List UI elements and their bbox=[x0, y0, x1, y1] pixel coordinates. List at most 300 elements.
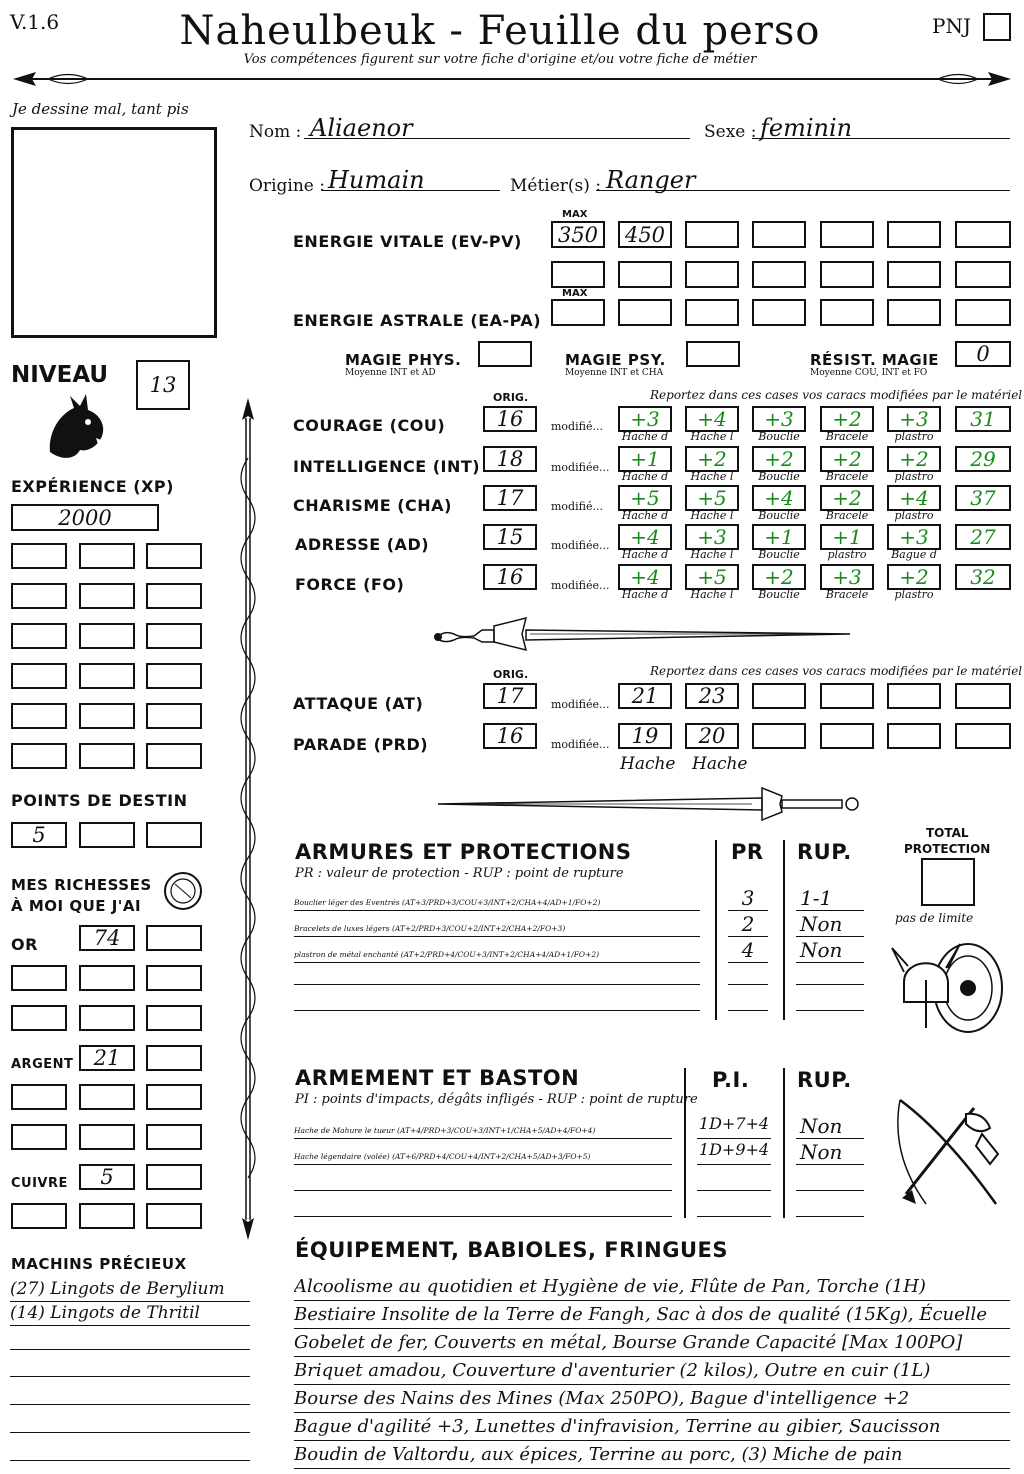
parade-box[interactable] bbox=[955, 723, 1011, 749]
equipement-line[interactable]: Gobelet de fer, Couverts en métal, Bourse Grande Capacité [Max 100PO] bbox=[294, 1330, 1010, 1357]
argent-box[interactable] bbox=[146, 1045, 202, 1071]
xp-box[interactable] bbox=[11, 743, 67, 769]
carac-mod-value: +2 bbox=[764, 565, 794, 589]
spear-icon bbox=[230, 398, 266, 1258]
armure-rup[interactable] bbox=[796, 970, 864, 985]
ea-label: ENERGIE ASTRALE (EA-PA) bbox=[293, 311, 542, 330]
ev-box[interactable] bbox=[752, 261, 806, 288]
armure-rup[interactable]: Non bbox=[796, 938, 864, 963]
ev-current-box[interactable] bbox=[618, 221, 672, 248]
carac-item-note: Bracele bbox=[825, 430, 869, 443]
carac-mod-box[interactable] bbox=[618, 564, 672, 590]
destin-box[interactable] bbox=[146, 822, 202, 848]
resist-magie-sub: Moyenne COU, INT et FO bbox=[810, 368, 928, 378]
carac-mod-value: +3 bbox=[832, 565, 862, 589]
carac-mod-value: +2 bbox=[832, 407, 862, 431]
machins-line[interactable] bbox=[10, 1352, 250, 1377]
armement-pi-label: P.I. bbox=[712, 1068, 750, 1092]
nom-label: Nom : bbox=[249, 122, 302, 142]
arme-name: Hache légendaire (volée) (AT+6/PRD+4/COU+4/INT+2/CHA+5/AD+3/FO+5) bbox=[294, 1152, 591, 1161]
cuivre-value: 5 bbox=[100, 1165, 114, 1189]
weapon-note: Hache bbox=[692, 754, 748, 774]
armure-line[interactable] bbox=[294, 996, 700, 1011]
carac-mod-box[interactable] bbox=[820, 485, 874, 511]
carac-mod-box[interactable] bbox=[887, 406, 941, 432]
carac-mod-box[interactable] bbox=[887, 564, 941, 590]
carac-mod-box[interactable] bbox=[618, 524, 672, 550]
carac-modif-label: modifiée... bbox=[551, 579, 610, 592]
or-box[interactable] bbox=[11, 1005, 67, 1031]
xp-box[interactable] bbox=[79, 583, 135, 609]
equipement-line[interactable]: Briquet amadou, Couverture d'aventurier (2 kilos), Outre en cuir (1L) bbox=[294, 1358, 1010, 1385]
armement-subtitle: PI : points d'impacts, dégâts infligés - RUP : point de rupture bbox=[295, 1092, 698, 1107]
argent-value: 21 bbox=[93, 1046, 121, 1070]
carac-mod-value: +3 bbox=[764, 407, 794, 431]
xp-box[interactable] bbox=[146, 623, 202, 649]
carac-mod-value: +4 bbox=[630, 525, 660, 549]
attaque-box[interactable] bbox=[752, 683, 806, 709]
parade-box[interactable] bbox=[887, 723, 941, 749]
attaque-box[interactable] bbox=[820, 683, 874, 709]
argent-label: ARGENT bbox=[11, 1057, 74, 1072]
carac-total-value: 27 bbox=[970, 525, 996, 549]
xp-box[interactable] bbox=[146, 743, 202, 769]
machins-line[interactable] bbox=[10, 1301, 250, 1326]
carac-mod-value: +5 bbox=[697, 565, 727, 589]
armement-rup-label: RUP. bbox=[797, 1068, 852, 1092]
armure-line[interactable] bbox=[294, 970, 700, 985]
carac-item-note: Hache d bbox=[621, 509, 669, 522]
arme-pi[interactable] bbox=[697, 1176, 771, 1191]
or-box[interactable] bbox=[11, 965, 67, 991]
armement-col-sep bbox=[684, 1068, 686, 1218]
carac-orig-box[interactable] bbox=[483, 564, 537, 590]
xp-box[interactable] bbox=[79, 663, 135, 689]
destin-value: 5 bbox=[32, 823, 46, 847]
carac-mod-box[interactable] bbox=[887, 446, 941, 472]
carac-total-box[interactable] bbox=[955, 406, 1011, 432]
armure-pr[interactable]: 4 bbox=[728, 938, 768, 963]
carac-total-box[interactable] bbox=[955, 446, 1011, 472]
carac-item-note: Hache d bbox=[621, 470, 669, 483]
carac-total-box[interactable] bbox=[955, 564, 1011, 590]
carac-item-note: plastro bbox=[894, 588, 934, 601]
carac-mod-box[interactable] bbox=[752, 446, 806, 472]
ea-max-label: MAX bbox=[562, 288, 588, 299]
carac-mod-value: +3 bbox=[899, 407, 929, 431]
parade-orig-box[interactable] bbox=[483, 723, 537, 749]
armure-name: Bracelets de luxes légers (AT+2/PRD+3/COU+2/INT+2/CHA+2/FO+3) bbox=[294, 924, 566, 933]
origine-value: Humain bbox=[328, 166, 425, 194]
armure-line[interactable] bbox=[294, 896, 700, 911]
carac-mod-value: +2 bbox=[899, 447, 929, 471]
magie-phys-value bbox=[480, 343, 530, 365]
carac-mod-box[interactable] bbox=[820, 446, 874, 472]
parade-box[interactable] bbox=[752, 723, 806, 749]
armures-col-sep bbox=[783, 840, 785, 1020]
armure-line[interactable] bbox=[294, 948, 700, 963]
or-label: OR bbox=[11, 935, 38, 954]
carac-mod-box[interactable] bbox=[618, 406, 672, 432]
arme-line[interactable] bbox=[294, 1202, 672, 1217]
experience-box[interactable] bbox=[11, 504, 159, 531]
total-protection-label: TOTAL bbox=[926, 826, 969, 840]
carac-mod-value: +3 bbox=[899, 525, 929, 549]
ev-box[interactable] bbox=[887, 261, 941, 288]
carac-total-value: 31 bbox=[970, 407, 996, 431]
attaque-orig-box[interactable] bbox=[483, 683, 537, 709]
magie-psy-box[interactable] bbox=[686, 341, 740, 367]
carac-mod-box[interactable] bbox=[887, 485, 941, 511]
attaque-modif-label: modifiée... bbox=[551, 698, 610, 711]
carac-item-note: Hache l bbox=[690, 588, 734, 601]
carac-mod-box[interactable] bbox=[685, 564, 739, 590]
armures-col-sep bbox=[715, 840, 717, 1020]
carac-mod-box[interactable] bbox=[685, 446, 739, 472]
carac-mod-value: +5 bbox=[697, 486, 727, 510]
attaque-label: ATTAQUE (AT) bbox=[293, 694, 424, 713]
machins-line[interactable] bbox=[10, 1436, 250, 1461]
xp-box[interactable] bbox=[79, 623, 135, 649]
carac-mod-box[interactable] bbox=[618, 446, 672, 472]
ev-current-value: 450 bbox=[624, 222, 666, 247]
carac-mod-box[interactable] bbox=[820, 406, 874, 432]
carac-mod-box[interactable] bbox=[752, 564, 806, 590]
xp-box[interactable] bbox=[11, 583, 67, 609]
portrait-box[interactable] bbox=[11, 127, 217, 338]
equipement-line[interactable]: Alcoolisme au quotidien et Hygiène de vie, Flûte de Pan, Torche (1H) bbox=[294, 1274, 1010, 1301]
carac-item-note: Bracele bbox=[825, 588, 869, 601]
carac-mod-box[interactable] bbox=[820, 524, 874, 550]
carac-mod-value: +5 bbox=[630, 486, 660, 510]
or-box[interactable] bbox=[146, 925, 202, 951]
carac-label: COURAGE (COU) bbox=[293, 416, 446, 435]
destin-box[interactable] bbox=[11, 822, 67, 848]
xp-box[interactable] bbox=[11, 663, 67, 689]
xp-box[interactable] bbox=[146, 543, 202, 569]
armures-pr-label: PR bbox=[731, 840, 764, 864]
armement-col-sep bbox=[783, 1068, 785, 1218]
xp-box[interactable] bbox=[79, 743, 135, 769]
attaque-box[interactable] bbox=[887, 683, 941, 709]
carac-orig-box[interactable] bbox=[483, 446, 537, 472]
niveau-value: 13 bbox=[149, 373, 177, 397]
ea-box[interactable] bbox=[955, 299, 1011, 326]
xp-box[interactable] bbox=[146, 583, 202, 609]
ev-box[interactable] bbox=[820, 261, 874, 288]
carac-mod-box[interactable] bbox=[820, 564, 874, 590]
cuivre-box[interactable] bbox=[79, 1164, 135, 1190]
ea-box[interactable] bbox=[820, 299, 874, 326]
portrait-caption: Je dessine mal, tant pis bbox=[12, 100, 189, 118]
carac-mod-box[interactable] bbox=[752, 485, 806, 511]
niveau-box[interactable] bbox=[136, 360, 190, 410]
sword-icon bbox=[432, 782, 872, 826]
sexe-field[interactable] bbox=[752, 114, 1010, 142]
magie-psy-label: MAGIE PSY. bbox=[565, 351, 666, 369]
arrow-divider-icon bbox=[8, 66, 1016, 92]
argent-box[interactable] bbox=[79, 1045, 135, 1071]
carac-mod-box[interactable] bbox=[752, 406, 806, 432]
arme-pi[interactable]: 1D+7+4 bbox=[697, 1114, 771, 1139]
armure-pr[interactable]: 3 bbox=[728, 886, 768, 911]
carac-mod-box[interactable] bbox=[685, 406, 739, 432]
carac-total-value: 32 bbox=[970, 565, 996, 589]
carac-item-note: Bouclie bbox=[758, 430, 800, 443]
xp-box[interactable] bbox=[79, 703, 135, 729]
carac-mod-box[interactable] bbox=[685, 485, 739, 511]
attaque-box[interactable] bbox=[618, 683, 672, 709]
equipement-title: ÉQUIPEMENT, BABIOLES, FRINGUES bbox=[295, 1238, 728, 1262]
armure-rup[interactable] bbox=[796, 996, 864, 1011]
cuivre-box[interactable] bbox=[146, 1203, 202, 1229]
equipement-line[interactable]: Bestiaire Insolite de la Terre de Fangh, Sac à dos de qualité (15Kg), Écuelle bbox=[294, 1302, 1010, 1329]
ev-max-box[interactable] bbox=[551, 221, 605, 248]
destin-label: POINTS DE DESTIN bbox=[11, 791, 188, 810]
parade-label: PARADE (PRD) bbox=[293, 735, 429, 754]
ev-box[interactable] bbox=[685, 221, 739, 248]
arme-line[interactable] bbox=[294, 1124, 672, 1139]
ev-box[interactable] bbox=[752, 221, 806, 248]
nom-field[interactable] bbox=[304, 114, 690, 142]
machins-label: MACHINS PRÉCIEUX bbox=[11, 1255, 187, 1273]
carac-mod-value: +2 bbox=[832, 486, 862, 510]
resist-magie-value: 0 bbox=[976, 342, 990, 366]
armure-pr[interactable] bbox=[728, 996, 768, 1011]
magie-phys-box[interactable] bbox=[478, 341, 532, 367]
carac-mod-box[interactable] bbox=[752, 524, 806, 550]
parade-box[interactable] bbox=[685, 723, 739, 749]
cuivre-box[interactable] bbox=[146, 1164, 202, 1190]
resist-magie-label: RÉSIST. MAGIE bbox=[810, 351, 940, 369]
cuivre-label: CUIVRE bbox=[11, 1176, 68, 1191]
attaque-box[interactable] bbox=[685, 683, 739, 709]
carac-total-box[interactable] bbox=[955, 485, 1011, 511]
armement-title: ARMEMENT ET BASTON bbox=[295, 1066, 580, 1090]
xp-box[interactable] bbox=[11, 543, 67, 569]
nom-value: Aliaenor bbox=[310, 114, 413, 142]
carac-mod-value: +2 bbox=[899, 565, 929, 589]
carac-mod-box[interactable] bbox=[618, 485, 672, 511]
origine-label: Origine : bbox=[249, 176, 325, 196]
carac-item-note: plastro bbox=[894, 430, 934, 443]
carac-orig-value: 16 bbox=[496, 565, 524, 589]
carac-item-note: Bouclie bbox=[758, 509, 800, 522]
page-title: Naheulbeuk - Feuille du perso bbox=[179, 8, 821, 54]
carac-mod-value: +3 bbox=[630, 407, 660, 431]
carac-modif-label: modifiée... bbox=[551, 539, 610, 552]
carac-item-note: Hache d bbox=[621, 548, 669, 561]
ea-box[interactable] bbox=[618, 299, 672, 326]
total-protection-box[interactable] bbox=[921, 858, 975, 906]
magie-phys-sub: Moyenne INT et AD bbox=[345, 368, 436, 378]
resist-magie-box[interactable] bbox=[955, 341, 1011, 367]
xp-box[interactable] bbox=[79, 543, 135, 569]
parade-box[interactable] bbox=[618, 723, 672, 749]
ea-box[interactable] bbox=[551, 299, 605, 326]
carac-orig-value: 18 bbox=[496, 447, 524, 471]
helmet-shield-icon bbox=[890, 928, 1008, 1038]
argent-box[interactable] bbox=[146, 1084, 202, 1110]
machins-line[interactable] bbox=[10, 1277, 250, 1302]
carac-total-value: 29 bbox=[970, 447, 996, 471]
carac-item-note: Bracele bbox=[825, 470, 869, 483]
carac-orig-box[interactable] bbox=[483, 524, 537, 550]
machins-line[interactable] bbox=[10, 1408, 250, 1433]
no-limit-label: pas de limite bbox=[895, 911, 974, 925]
armures-rup-label: RUP. bbox=[797, 840, 852, 864]
carac-mod-value: +1 bbox=[832, 525, 862, 549]
experience-value: 2000 bbox=[58, 505, 112, 530]
carac-item-note: plastro bbox=[894, 470, 934, 483]
or-value: 74 bbox=[93, 926, 121, 950]
argent-box[interactable] bbox=[11, 1124, 67, 1150]
destin-box[interactable] bbox=[79, 822, 135, 848]
carac-orig-box[interactable] bbox=[483, 485, 537, 511]
carac-modif-label: modifié... bbox=[551, 420, 603, 433]
dragon-icon bbox=[40, 392, 110, 464]
attaque-box[interactable] bbox=[955, 683, 1011, 709]
richesses-label: MES RICHESSES bbox=[11, 876, 152, 894]
armure-pr[interactable] bbox=[728, 970, 768, 985]
arme-line[interactable] bbox=[294, 1150, 672, 1165]
ea-box[interactable] bbox=[887, 299, 941, 326]
parade-box[interactable] bbox=[820, 723, 874, 749]
ea-box[interactable] bbox=[685, 299, 739, 326]
cuivre-box[interactable] bbox=[11, 1203, 67, 1229]
page-subtitle: Vos compétences figurent sur votre fiche d'origine et/ou votre fiche de métier bbox=[243, 52, 757, 67]
sexe-label: Sexe : bbox=[704, 122, 757, 142]
carac-label: ADRESSE (AD) bbox=[295, 535, 430, 554]
or-box[interactable] bbox=[79, 1005, 135, 1031]
pnj-checkbox[interactable] bbox=[983, 13, 1011, 41]
carac-item-note: Hache l bbox=[690, 430, 734, 443]
machins-line[interactable] bbox=[10, 1380, 250, 1405]
arme-name: Hache de Mahure le tueur (AT+4/PRD+3/COU+3/INT+1/CHA+5/AD+4/FO+4) bbox=[294, 1126, 596, 1135]
arme-rup[interactable]: Non bbox=[796, 1140, 864, 1165]
ev-max-label: MAX bbox=[562, 209, 588, 220]
or-box[interactable] bbox=[146, 1005, 202, 1031]
attaque-value: 21 bbox=[631, 684, 659, 708]
carac-item-note: Bague d bbox=[891, 548, 937, 561]
armure-line[interactable] bbox=[294, 922, 700, 937]
xp-box[interactable] bbox=[146, 663, 202, 689]
arme-line[interactable] bbox=[294, 1176, 672, 1191]
or-box[interactable] bbox=[146, 965, 202, 991]
carac-item-note: Hache l bbox=[690, 548, 734, 561]
carac-orig-value: 16 bbox=[496, 407, 524, 431]
machins-line[interactable] bbox=[10, 1325, 250, 1350]
carac-item-note: Bouclie bbox=[758, 548, 800, 561]
carac-item-note: plastro bbox=[827, 548, 867, 561]
argent-box[interactable] bbox=[11, 1084, 67, 1110]
armure-pr[interactable]: 2 bbox=[728, 912, 768, 937]
armures-subtitle: PR : valeur de protection - RUP : point de rupture bbox=[295, 866, 624, 881]
carac-mod-box[interactable] bbox=[887, 524, 941, 550]
magie-psy-value bbox=[688, 343, 738, 365]
total-protection-label-2: PROTECTION bbox=[904, 842, 991, 856]
carac-mod-value: +1 bbox=[764, 525, 794, 549]
arme-rup[interactable] bbox=[796, 1202, 864, 1217]
argent-box[interactable] bbox=[79, 1084, 135, 1110]
ev-box[interactable] bbox=[618, 261, 672, 288]
carac-mod-box[interactable] bbox=[685, 524, 739, 550]
carac-mod-value: +4 bbox=[764, 486, 794, 510]
carac-mod-value: +4 bbox=[899, 486, 929, 510]
carac-item-note: Bracele bbox=[825, 509, 869, 522]
parade-value: 20 bbox=[698, 724, 726, 748]
xp-box[interactable] bbox=[146, 703, 202, 729]
ev-max-value: 350 bbox=[557, 222, 599, 247]
richesses-label-2: À MOI QUE J'AI bbox=[11, 897, 142, 915]
or-box[interactable] bbox=[79, 965, 135, 991]
attaque-value: 23 bbox=[698, 684, 726, 708]
carac-item-note: plastro bbox=[894, 509, 934, 522]
ev-box[interactable] bbox=[955, 261, 1011, 288]
magie-psy-sub: Moyenne INT et CHA bbox=[565, 368, 664, 378]
or-box[interactable] bbox=[79, 925, 135, 951]
xp-box[interactable] bbox=[11, 623, 67, 649]
carac-mod-value: +3 bbox=[697, 525, 727, 549]
ev-box[interactable] bbox=[685, 261, 739, 288]
equipement-line[interactable]: Bague d'agilité +3, Lunettes d'infravision, Terrine au gibier, Saucisson bbox=[294, 1414, 1010, 1441]
ea-box[interactable] bbox=[752, 299, 806, 326]
ev-label: ENERGIE VITALE (EV-PV) bbox=[293, 232, 522, 251]
argent-box[interactable] bbox=[79, 1124, 135, 1150]
carac-orig-box[interactable] bbox=[483, 406, 537, 432]
equipement-line[interactable]: Bourse des Nains des Mines (Max 250PO), Bague d'intelligence +2 bbox=[294, 1386, 1010, 1413]
equipement-line[interactable]: Boudin de Valtordu, aux épices, Terrine au porc, (3) Miche de pain bbox=[294, 1442, 1010, 1469]
carac-mod-value: +4 bbox=[630, 565, 660, 589]
carac-label: CHARISME (CHA) bbox=[293, 496, 452, 515]
combat-report-note: Reportez dans ces cases vos caracs modifiées par le matériel bbox=[650, 664, 1023, 678]
machins-item: (27) Lingots de Berylium bbox=[10, 1279, 225, 1299]
carac-modif-label: modifiée... bbox=[551, 461, 610, 474]
armure-rup[interactable]: Non bbox=[796, 912, 864, 937]
arme-pi[interactable]: 1D+9+4 bbox=[697, 1140, 771, 1165]
arme-rup[interactable] bbox=[796, 1176, 864, 1191]
xp-box[interactable] bbox=[11, 703, 67, 729]
combat-orig-label: ORIG. bbox=[493, 668, 529, 681]
ev-box[interactable] bbox=[955, 221, 1011, 248]
metier-field[interactable] bbox=[596, 166, 1010, 194]
carac-orig-value: 17 bbox=[496, 486, 524, 510]
argent-box[interactable] bbox=[146, 1124, 202, 1150]
ev-box[interactable] bbox=[887, 221, 941, 248]
carac-item-note: Bouclie bbox=[758, 470, 800, 483]
sword-icon bbox=[430, 612, 870, 656]
arme-rup[interactable]: Non bbox=[796, 1114, 864, 1139]
carac-item-note: Hache d bbox=[621, 588, 669, 601]
ev-box[interactable] bbox=[820, 221, 874, 248]
carac-item-note: Hache l bbox=[690, 509, 734, 522]
coin-icon bbox=[162, 870, 204, 912]
carac-item-note: Bouclie bbox=[758, 588, 800, 601]
carac-total-box[interactable] bbox=[955, 524, 1011, 550]
origine-field[interactable] bbox=[322, 166, 500, 194]
carac-mod-value: +2 bbox=[764, 447, 794, 471]
ev-box[interactable] bbox=[551, 261, 605, 288]
cuivre-box[interactable] bbox=[79, 1203, 135, 1229]
armure-rup[interactable]: 1-1 bbox=[796, 886, 864, 911]
carac-mod-value: +1 bbox=[630, 447, 660, 471]
parade-value: 19 bbox=[631, 724, 659, 748]
armures-title: ARMURES ET PROTECTIONS bbox=[295, 840, 632, 864]
metier-value: Ranger bbox=[606, 166, 696, 194]
metier-label: Métier(s) : bbox=[510, 176, 602, 196]
niveau-label: NIVEAU bbox=[11, 362, 109, 388]
arme-pi[interactable] bbox=[697, 1202, 771, 1217]
